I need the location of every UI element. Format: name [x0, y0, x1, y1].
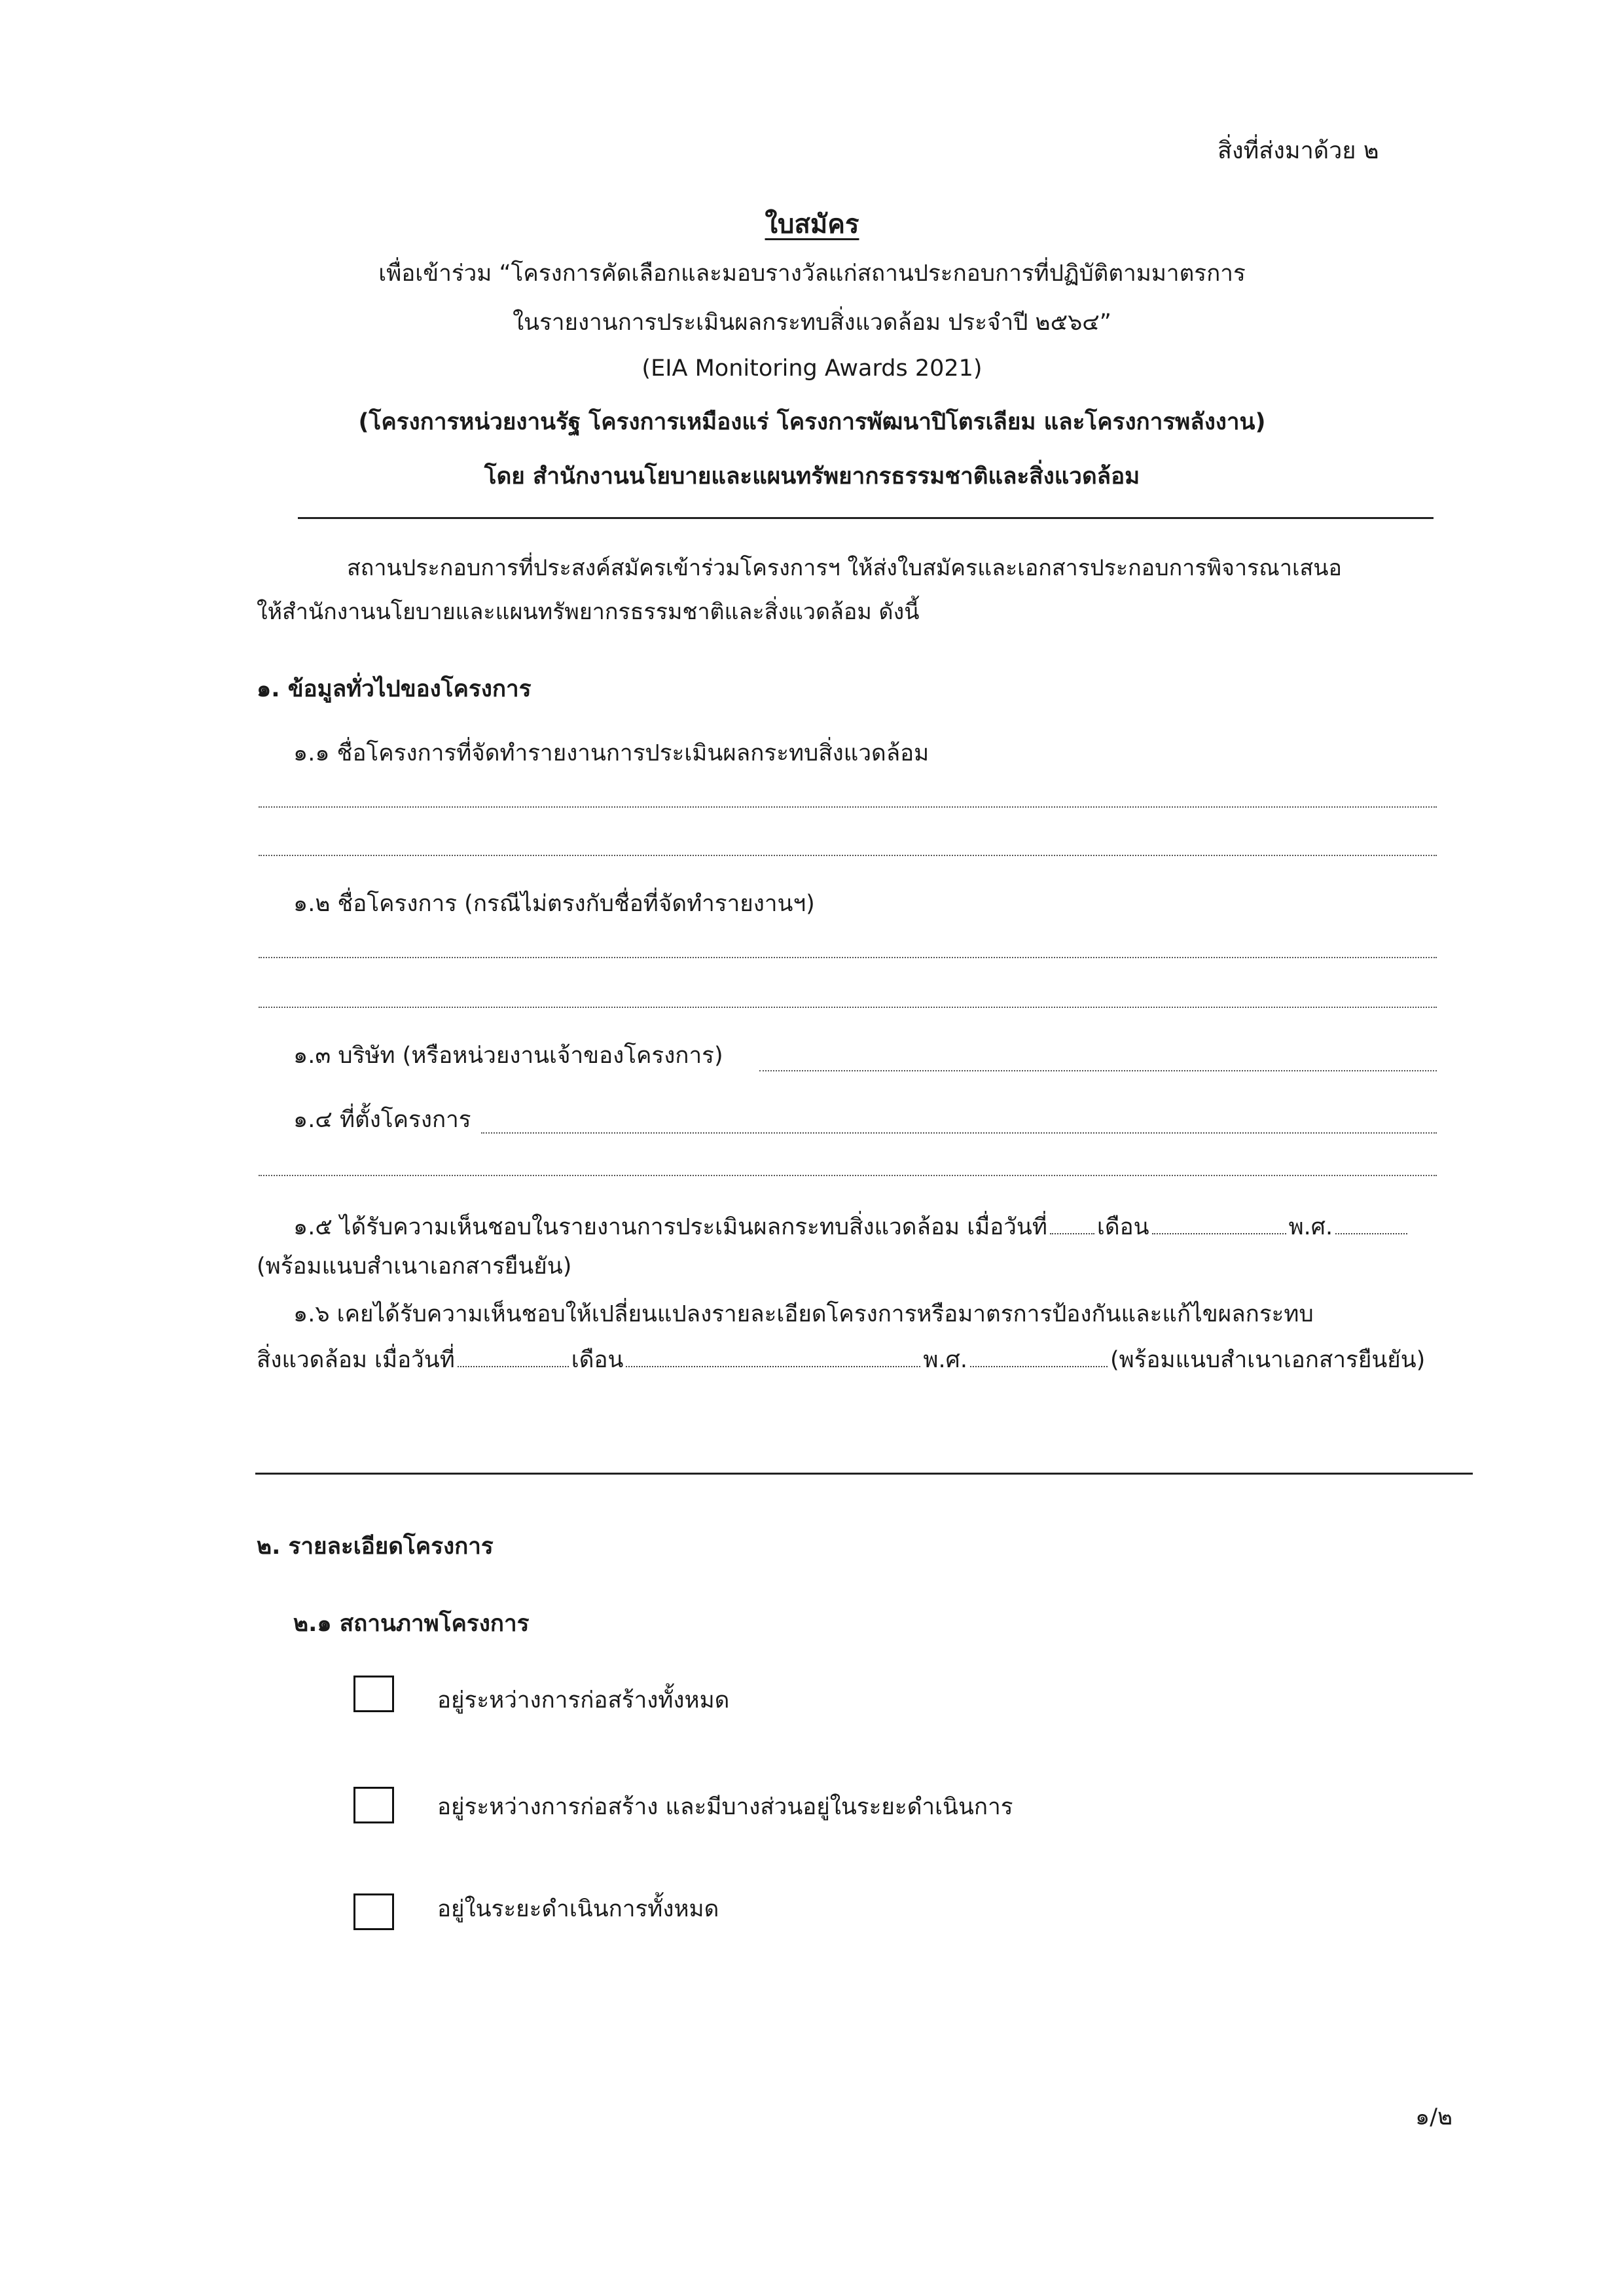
item-1-5-month-label: เดือน: [1096, 1214, 1149, 1240]
status-option-3: อยู่ในระยะดำเนินการทั้งหมด: [437, 1896, 719, 1922]
title-divider: [298, 517, 1434, 519]
item-1-4-field-line-1[interactable]: [481, 1132, 1437, 1134]
item-1-2-field-line-1[interactable]: [259, 957, 1437, 958]
item-1-2-label: ๑.๒ ชื่อโครงการ (กรณีไม่ตรงกับชื่อที่จัดทำรายงานฯ): [293, 891, 815, 917]
item-1-6-month-field[interactable]: [626, 1348, 920, 1367]
section-1-heading: ๑. ข้อมูลทั่วไปของโครงการ: [257, 676, 532, 702]
item-1-4-field-line-2[interactable]: [259, 1175, 1437, 1176]
item-1-3-field[interactable]: [759, 1070, 1437, 1071]
status-checkbox-2[interactable]: [353, 1787, 394, 1823]
status-checkbox-3[interactable]: [353, 1893, 394, 1930]
section-2-1-heading: ๒.๑ สถานภาพโครงการ: [293, 1611, 530, 1637]
status-option-1: อยู่ระหว่างการก่อสร้างทั้งหมด: [437, 1687, 730, 1713]
item-1-5-label: ๑.๕ ได้รับความเห็นชอบในรายงานการประเมินผลกระทบสิ่งแวดล้อม เมื่อวันที่: [293, 1214, 1047, 1240]
item-1-6-month-label: เดือน: [571, 1347, 624, 1373]
enclosure-label: สิ่งที่ส่งมาด้วย ๒: [1218, 137, 1379, 164]
item-1-6-date-label: สิ่งแวดล้อม เมื่อวันที่: [257, 1347, 455, 1373]
item-1-6-year-label: พ.ศ.: [923, 1347, 967, 1373]
item-1-6-day-field[interactable]: [458, 1348, 569, 1367]
section-2-heading: ๒. รายละเอียดโครงการ: [257, 1534, 494, 1560]
item-1-5-year-field[interactable]: [1335, 1215, 1407, 1234]
item-1-1-field-line-2[interactable]: [259, 855, 1437, 856]
item-1-5-month-field[interactable]: [1152, 1215, 1286, 1234]
item-1-6-note: (พร้อมแนบสำเนาเอกสารยืนยัน): [1110, 1347, 1426, 1373]
section-divider: [255, 1473, 1473, 1475]
title-line-4: (โครงการหน่วยงานรัฐ โครงการเหมืองแร่ โครงการพัฒนาปิโตรเลียม และโครงการพลังงาน): [358, 409, 1266, 435]
page-number: ๑/๒: [1415, 2104, 1453, 2130]
item-1-6-label: ๑.๖ เคยได้รับความเห็นชอบให้เปลี่ยนแปลงรายละเอียดโครงการหรือมาตรการป้องกันและแก้ไขผลกระทบ: [293, 1301, 1314, 1327]
status-option-2: อยู่ระหว่างการก่อสร้าง และมีบางส่วนอยู่ในระยะดำเนินการ: [437, 1794, 1013, 1820]
title-line-2: ในรายงานการประเมินผลกระทบสิ่งแวดล้อม ประจำปี ๒๕๖๔”: [513, 310, 1111, 336]
item-1-6-year-field[interactable]: [970, 1348, 1108, 1367]
title-line-3: (EIA Monitoring Awards 2021): [641, 355, 983, 382]
item-1-1-label: ๑.๑ ชื่อโครงการที่จัดทำรายงานการประเมินผลกระทบสิ่งแวดล้อม: [293, 740, 929, 766]
item-1-5-year-label: พ.ศ.: [1288, 1214, 1333, 1240]
item-1-2-field-line-2[interactable]: [259, 1007, 1437, 1008]
title-line-1: เพื่อเข้าร่วม “โครงการคัดเลือกและมอบรางวัลแก่สถานประกอบการที่ปฏิบัติตามมาตรการ: [378, 260, 1246, 287]
title-line-5: โดย สำนักงานนโยบายและแผนทรัพยากรธรรมชาติและสิ่งแวดล้อม: [484, 463, 1140, 490]
item-1-4-label: ๑.๔ ที่ตั้งโครงการ: [293, 1107, 471, 1133]
item-1-3-label: ๑.๓ บริษัท (หรือหน่วยงานเจ้าของโครงการ): [293, 1043, 723, 1069]
item-1-5-day-field[interactable]: [1050, 1215, 1094, 1234]
form-title: ใบสมัคร: [765, 209, 859, 240]
intro-line-1: สถานประกอบการที่ประสงค์สมัครเข้าร่วมโครงการฯ ให้ส่งใบสมัครและเอกสารประกอบการพิจารณาเสนอ: [347, 555, 1342, 581]
item-1-5-note: (พร้อมแนบสำเนาเอกสารยืนยัน): [257, 1253, 572, 1280]
status-checkbox-1[interactable]: [353, 1676, 394, 1712]
item-1-1-field-line-1[interactable]: [259, 806, 1437, 808]
intro-line-2: ให้สำนักงานนโยบายและแผนทรัพยากรธรรมชาติและสิ่งแวดล้อม ดังนี้: [257, 599, 920, 625]
